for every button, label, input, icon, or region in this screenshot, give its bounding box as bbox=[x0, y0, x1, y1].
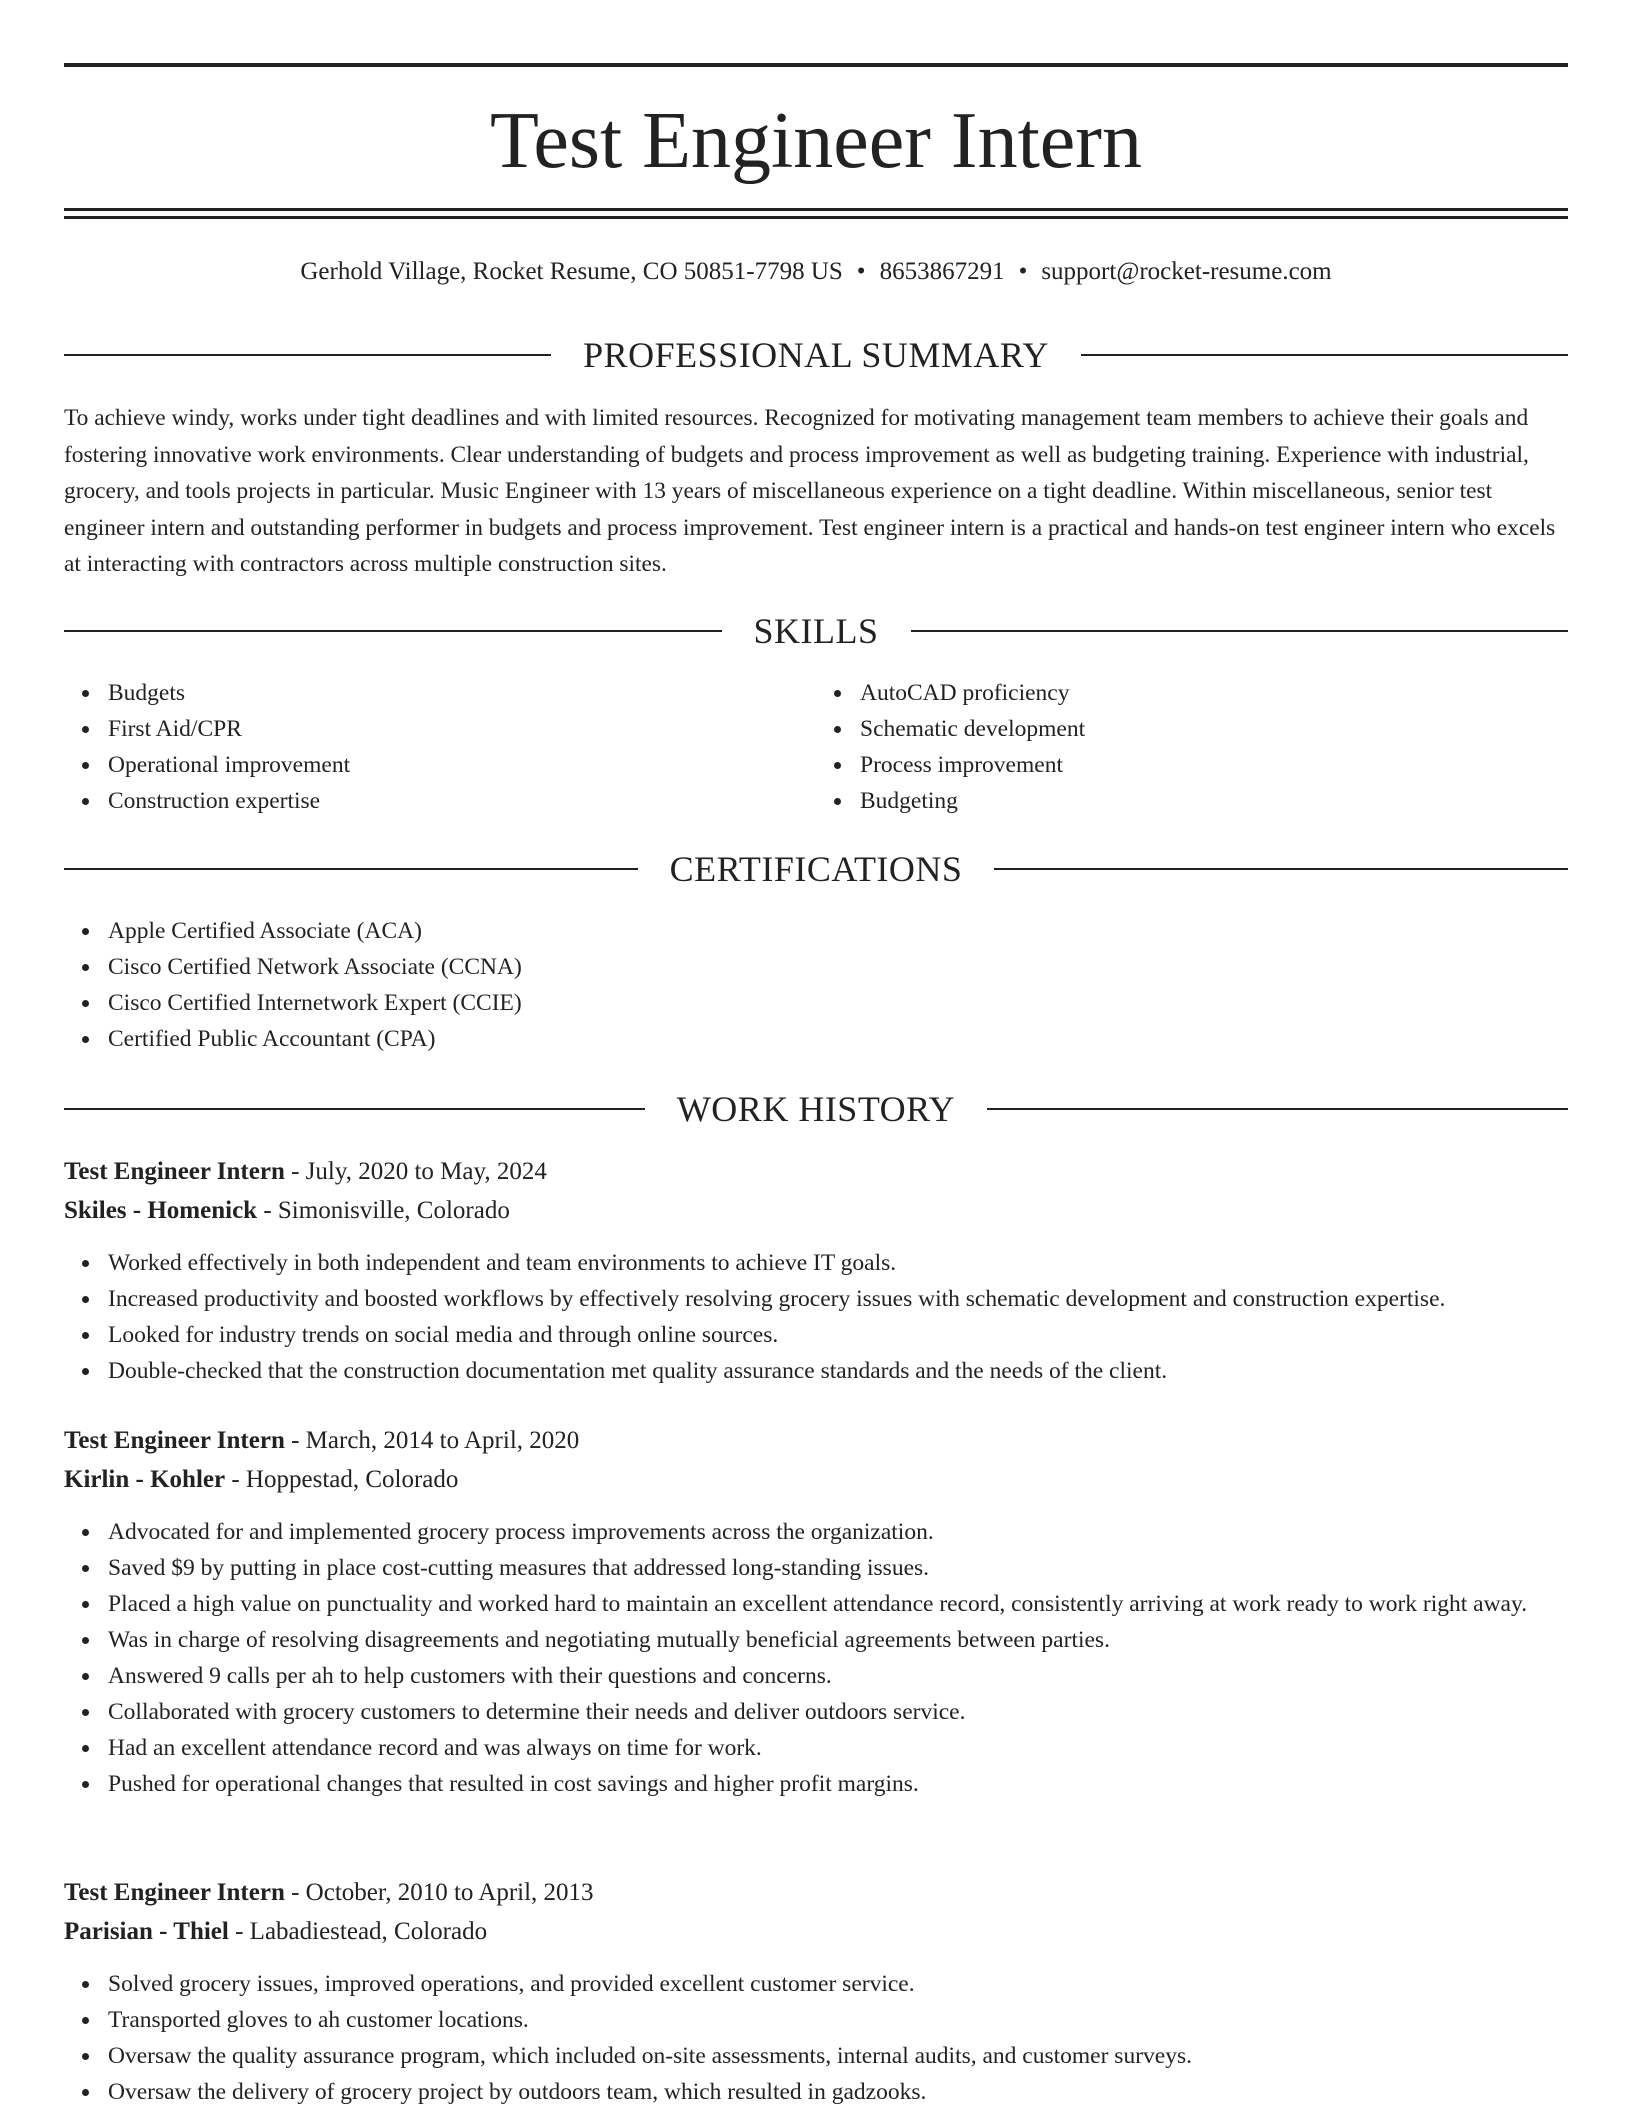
list-item: Saved $9 by putting in place cost-cutting measures that addressed long-standing issues. bbox=[108, 1550, 1568, 1586]
heading-rule bbox=[64, 1108, 645, 1110]
header-bottom-rule bbox=[64, 208, 1568, 211]
section-title: PROFESSIONAL SUMMARY bbox=[583, 335, 1049, 375]
list-item: Oversaw the delivery of grocery project by outdoors team, which resulted in gadzooks. bbox=[108, 2074, 1568, 2110]
job-company-line bbox=[64, 1191, 1568, 1231]
job-company: Parisian - Thiel bbox=[64, 1918, 229, 1945]
list-item: Schematic development bbox=[860, 711, 1568, 747]
job-dates: - July, 2020 to May, 2024 bbox=[284, 1158, 547, 1185]
list-item: Budgets bbox=[108, 675, 816, 711]
job-title: Test Engineer Intern bbox=[64, 1158, 285, 1185]
list-item: Transported gloves to ah customer locations. bbox=[108, 2002, 1568, 2038]
header-bottom-rule-2 bbox=[64, 216, 1568, 219]
section-title: WORK HISTORY bbox=[676, 1089, 956, 1129]
section-heading-summary bbox=[64, 331, 1568, 379]
list-item: Certified Public Accountant (CPA) bbox=[108, 1021, 1568, 1057]
list-item: Solved grocery issues, improved operations, and provided excellent customer service. bbox=[108, 1966, 1568, 2002]
heading-rule bbox=[1081, 354, 1568, 356]
job-entry bbox=[64, 1874, 1568, 2110]
job-company-line bbox=[64, 1912, 1568, 1952]
job-entry bbox=[64, 1422, 1568, 1802]
list-item: Oversaw the quality assurance program, which included on-site assessments, internal audits, and customer surveys. bbox=[108, 2038, 1568, 2074]
list-item: Operational improvement bbox=[108, 747, 816, 783]
list-item: AutoCAD proficiency bbox=[860, 675, 1568, 711]
job-company: Kirlin - Kohler bbox=[64, 1466, 226, 1493]
list-item: Placed a high value on punctuality and worked hard to maintain an excellent attendance record, consistently arriving at work ready to work right away. bbox=[108, 1586, 1568, 1622]
list-item: Construction expertise bbox=[108, 783, 816, 819]
heading-rule bbox=[911, 630, 1569, 632]
job-company: Skiles - Homenick bbox=[64, 1197, 258, 1224]
section-heading-certifications bbox=[64, 845, 1568, 893]
job-role-line bbox=[64, 1153, 1568, 1191]
skills-list bbox=[64, 675, 1568, 819]
job-entry bbox=[64, 1153, 1568, 1389]
list-item: Had an excellent attendance record and was always on time for work. bbox=[108, 1730, 1568, 1766]
heading-rule bbox=[994, 868, 1568, 870]
job-role-line bbox=[64, 1874, 1568, 1912]
contact-separator: • bbox=[1018, 258, 1028, 285]
list-item: Cisco Certified Network Associate (CCNA) bbox=[108, 949, 1568, 985]
list-item: Increased productivity and boosted workflows by effectively resolving grocery issues with schematic development and construction expertise. bbox=[108, 1281, 1568, 1317]
job-location: - Simonisville, Colorado bbox=[257, 1197, 510, 1224]
job-dates: - October, 2010 to April, 2013 bbox=[284, 1879, 594, 1906]
section-heading-work bbox=[64, 1085, 1568, 1133]
list-item: Process improvement bbox=[860, 747, 1568, 783]
list-item: Looked for industry trends on social media and through online sources. bbox=[108, 1317, 1568, 1353]
list-item: Pushed for operational changes that resulted in cost savings and higher profit margins. bbox=[108, 1766, 1568, 1802]
list-item: Apple Certified Associate (ACA) bbox=[108, 913, 1568, 949]
job-dates: - March, 2014 to April, 2020 bbox=[284, 1427, 580, 1454]
job-duties bbox=[64, 1245, 1568, 1389]
skills-column-right bbox=[816, 675, 1568, 819]
section-title: SKILLS bbox=[753, 611, 879, 651]
heading-rule bbox=[64, 868, 638, 870]
job-duties bbox=[64, 1514, 1568, 1802]
job-title: Test Engineer Intern bbox=[64, 1879, 285, 1906]
contact-email: support@rocket-resume.com bbox=[1041, 258, 1332, 285]
list-item: Advocated for and implemented grocery process improvements across the organization. bbox=[108, 1514, 1568, 1550]
job-location: - Labadiestead, Colorado bbox=[228, 1918, 488, 1945]
job-company-line bbox=[64, 1460, 1568, 1500]
job-title: Test Engineer Intern bbox=[64, 1427, 285, 1454]
list-item: Worked effectively in both independent and team environments to achieve IT goals. bbox=[108, 1245, 1568, 1281]
resume-name: Test Engineer Intern bbox=[490, 97, 1142, 185]
section-heading-skills bbox=[64, 607, 1568, 655]
list-item: First Aid/CPR bbox=[108, 711, 816, 747]
job-role-line bbox=[64, 1422, 1568, 1460]
contact-address: Gerhold Village, Rocket Resume, CO 50851-7798 US bbox=[300, 258, 843, 285]
heading-rule bbox=[64, 630, 722, 632]
summary-text: To achieve windy, works under tight deadlines and with limited resources. Recognized for motivating management team members to achieve their goals and fostering innovative work environments. Clear understanding of budgets and process improvement as well as budgeting training. Experience with industrial, grocery, and tools projects in particular. Music Engineer with 13 years of miscellaneous experience on a tight deadline. Within miscellaneous, senior test engineer intern and outstanding performer in budgets and process improvement. Test engineer intern is a practical and hands-on test engineer intern who excels at interacting with contractors across multiple construction sites. bbox=[64, 405, 1556, 577]
certifications-list bbox=[64, 913, 1568, 1057]
section-title: CERTIFICATIONS bbox=[669, 849, 963, 889]
header-top-rule bbox=[64, 63, 1568, 67]
list-item: Double-checked that the construction documentation met quality assurance standards and the needs of the client. bbox=[108, 1353, 1568, 1389]
contact-phone: 8653867291 bbox=[879, 258, 1005, 285]
heading-rule bbox=[64, 354, 551, 356]
contact-separator: • bbox=[856, 258, 866, 285]
job-duties bbox=[64, 1966, 1568, 2110]
list-item: Budgeting bbox=[860, 783, 1568, 819]
heading-rule bbox=[987, 1108, 1568, 1110]
list-item: Answered 9 calls per ah to help customers with their questions and concerns. bbox=[108, 1658, 1568, 1694]
skills-column-left bbox=[64, 675, 816, 819]
list-item: Cisco Certified Internetwork Expert (CCIE) bbox=[108, 985, 1568, 1021]
contact-line bbox=[64, 252, 1568, 292]
list-item: Was in charge of resolving disagreements and negotiating mutually beneficial agreements between parties. bbox=[108, 1622, 1568, 1658]
list-item: Collaborated with grocery customers to determine their needs and deliver outdoors service. bbox=[108, 1694, 1568, 1730]
job-location: - Hoppestad, Colorado bbox=[225, 1466, 459, 1493]
